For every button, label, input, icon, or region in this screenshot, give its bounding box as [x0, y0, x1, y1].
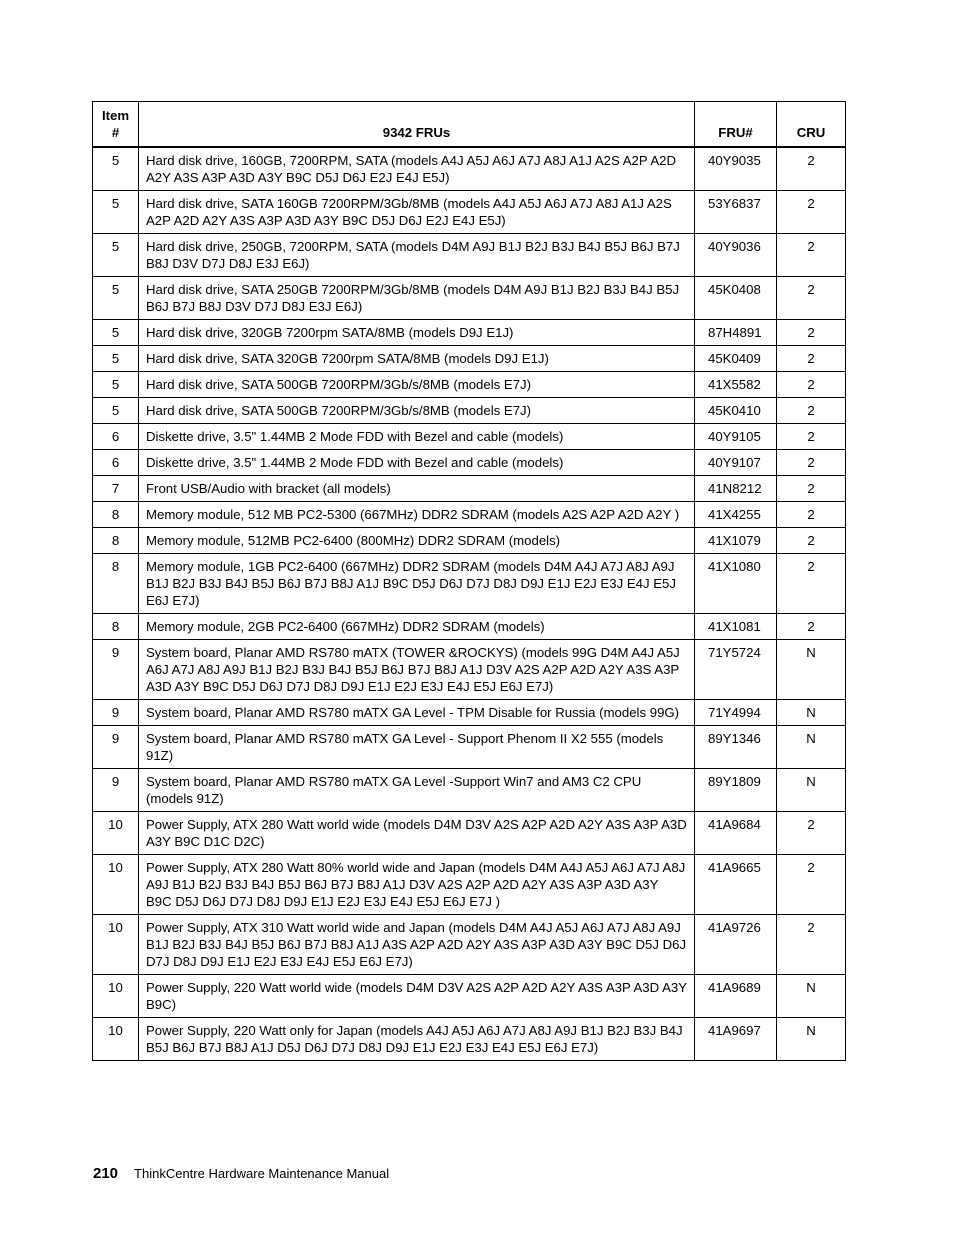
cell-item: 9: [93, 726, 139, 769]
header-cru: CRU: [777, 102, 846, 148]
cell-fru-number: 41X1080: [695, 554, 777, 614]
table-row: [93, 769, 846, 812]
table-row: [93, 700, 846, 726]
cell-cru: N: [777, 769, 846, 812]
cell-item: 7: [93, 476, 139, 502]
fru-table-header: [93, 102, 846, 148]
cell-description: Power Supply, 220 Watt world wide (models D4M D3V A2S A2P A2D A2Y A3S A3P A3D A3Y B9C): [139, 975, 695, 1018]
cell-fru-number: 89Y1809: [695, 769, 777, 812]
cell-item: 5: [93, 398, 139, 424]
cell-description: System board, Planar AMD RS780 mATX GA Level - Support Phenom II X2 555 (models 91Z): [139, 726, 695, 769]
cell-description: Memory module, 1GB PC2-6400 (667MHz) DDR2 SDRAM (models D4M A4J A7J A8J A9J B1J B2J B3J B4J B5J B6J B7J B8J A1J B9C D5J D6J D7J D8J D9J E1J E2J E3J E4J E5J E6J E7J): [139, 554, 695, 614]
table-row: [93, 234, 846, 277]
cell-fru-number: 41A9697: [695, 1018, 777, 1061]
cell-cru: 2: [777, 855, 846, 915]
cell-cru: N: [777, 700, 846, 726]
cell-item: 5: [93, 277, 139, 320]
table-row: [93, 346, 846, 372]
cell-description: Diskette drive, 3.5" 1.44MB 2 Mode FDD with Bezel and cable (models): [139, 424, 695, 450]
cell-item: 5: [93, 147, 139, 191]
cell-description: Hard disk drive, SATA 250GB 7200RPM/3Gb/8MB (models D4M A9J B1J B2J B3J B4J B5J B6J B7J B8J D3V D7J D8J E3J E6J): [139, 277, 695, 320]
cell-item: 5: [93, 346, 139, 372]
cell-description: Power Supply, ATX 280 Watt world wide (models D4M D3V A2S A2P A2D A2Y A3S A3P A3D A3Y B9C D1C D2C): [139, 812, 695, 855]
table-row: [93, 502, 846, 528]
cell-fru-number: 87H4891: [695, 320, 777, 346]
cell-item: 6: [93, 450, 139, 476]
cell-cru: N: [777, 1018, 846, 1061]
cell-item: 10: [93, 812, 139, 855]
cell-item: 10: [93, 855, 139, 915]
cell-description: Power Supply, ATX 280 Watt 80% world wide and Japan (models D4M A4J A5J A6J A7J A8J A9J B1J B2J B3J B4J B5J B6J B7J B8J A1J D3V A2S A2P A2D A2Y A3S A3P A3D A3Y B9C D5J D6J D7J D8J D9J E1J E2J E3J E4J E5J E6J E7J ): [139, 855, 695, 915]
table-row: [93, 614, 846, 640]
cell-item: 10: [93, 975, 139, 1018]
cell-item: 5: [93, 234, 139, 277]
table-row: [93, 975, 846, 1018]
table-row: [93, 191, 846, 234]
cell-cru: N: [777, 640, 846, 700]
cell-fru-number: 41A9689: [695, 975, 777, 1018]
cell-fru-number: 45K0410: [695, 398, 777, 424]
cell-cru: 2: [777, 191, 846, 234]
cell-fru-number: 41A9684: [695, 812, 777, 855]
cell-item: 6: [93, 424, 139, 450]
cell-fru-number: 41N8212: [695, 476, 777, 502]
cell-description: Hard disk drive, 250GB, 7200RPM, SATA (models D4M A9J B1J B2J B3J B4J B5J B6J B7J B8J D3V D7J D8J E3J E6J): [139, 234, 695, 277]
cell-description: System board, Planar AMD RS780 mATX GA Level -Support Win7 and AM3 C2 CPU (models 91Z): [139, 769, 695, 812]
cell-fru-number: 41X5582: [695, 372, 777, 398]
cell-description: Hard disk drive, SATA 500GB 7200RPM/3Gb/s/8MB (models E7J): [139, 372, 695, 398]
table-row: [93, 398, 846, 424]
cell-cru: 2: [777, 372, 846, 398]
cell-item: 8: [93, 502, 139, 528]
cell-cru: 2: [777, 502, 846, 528]
table-row: [93, 726, 846, 769]
fru-table: [92, 101, 846, 1061]
cell-item: 9: [93, 769, 139, 812]
cell-fru-number: 45K0409: [695, 346, 777, 372]
cell-cru: 2: [777, 812, 846, 855]
cell-description: Memory module, 2GB PC2-6400 (667MHz) DDR2 SDRAM (models): [139, 614, 695, 640]
table-row: [93, 528, 846, 554]
cell-fru-number: 89Y1346: [695, 726, 777, 769]
table-row: [93, 1018, 846, 1061]
cell-item: 5: [93, 372, 139, 398]
cell-cru: 2: [777, 346, 846, 372]
cell-fru-number: 40Y9036: [695, 234, 777, 277]
cell-fru-number: 40Y9035: [695, 147, 777, 191]
cell-fru-number: 41A9665: [695, 855, 777, 915]
cell-item: 5: [93, 191, 139, 234]
table-row: [93, 320, 846, 346]
cell-cru: 2: [777, 915, 846, 975]
cell-fru-number: 40Y9107: [695, 450, 777, 476]
table-row: [93, 640, 846, 700]
page-footer: [93, 1165, 389, 1182]
cell-description: Hard disk drive, SATA 320GB 7200rpm SATA/8MB (models D9J E1J): [139, 346, 695, 372]
cell-description: Power Supply, ATX 310 Watt world wide and Japan (models D4M A4J A5J A6J A7J A8J A9J B1J B2J B3J B4J B5J B6J B7J B8J A1J A3S A2P A2D A2Y A3S A3P A3D A3Y B9C D5J D6J D7J D8J D9J E1J E2J E3J E4J E5J E6J E7J): [139, 915, 695, 975]
header-item: Item #: [93, 102, 139, 148]
table-row: [93, 372, 846, 398]
header-fru-number: FRU#: [695, 102, 777, 148]
cell-fru-number: 41X1081: [695, 614, 777, 640]
table-row: [93, 424, 846, 450]
cell-description: Memory module, 512MB PC2-6400 (800MHz) DDR2 SDRAM (models): [139, 528, 695, 554]
cell-description: System board, Planar AMD RS780 mATX GA Level - TPM Disable for Russia (models 99G): [139, 700, 695, 726]
header-row: [93, 102, 846, 148]
cell-cru: N: [777, 726, 846, 769]
cell-cru: 2: [777, 277, 846, 320]
cell-item: 8: [93, 614, 139, 640]
cell-item: 10: [93, 1018, 139, 1061]
cell-description: Front USB/Audio with bracket (all models): [139, 476, 695, 502]
table-row: [93, 915, 846, 975]
cell-cru: 2: [777, 614, 846, 640]
page-number: 210: [93, 1165, 119, 1182]
cell-cru: N: [777, 975, 846, 1018]
cell-fru-number: 40Y9105: [695, 424, 777, 450]
cell-cru: 2: [777, 476, 846, 502]
cell-fru-number: 45K0408: [695, 277, 777, 320]
cell-fru-number: 71Y5724: [695, 640, 777, 700]
cell-description: Hard disk drive, 320GB 7200rpm SATA/8MB (models D9J E1J): [139, 320, 695, 346]
cell-description: Diskette drive, 3.5" 1.44MB 2 Mode FDD with Bezel and cable (models): [139, 450, 695, 476]
cell-cru: 2: [777, 528, 846, 554]
cell-cru: 2: [777, 554, 846, 614]
cell-item: 10: [93, 915, 139, 975]
cell-cru: 2: [777, 398, 846, 424]
cell-fru-number: 41A9726: [695, 915, 777, 975]
cell-item: 8: [93, 528, 139, 554]
table-row: [93, 476, 846, 502]
cell-item: 9: [93, 640, 139, 700]
cell-description: Memory module, 512 MB PC2-5300 (667MHz) DDR2 SDRAM (models A2S A2P A2D A2Y ): [139, 502, 695, 528]
cell-cru: 2: [777, 234, 846, 277]
manual-title: ThinkCentre Hardware Maintenance Manual: [134, 1166, 390, 1181]
cell-description: Hard disk drive, SATA 500GB 7200RPM/3Gb/s/8MB (models E7J): [139, 398, 695, 424]
cell-description: Hard disk drive, 160GB, 7200RPM, SATA (models A4J A5J A6J A7J A8J A1J A2S A2P A2D A2Y A3S A3P A3D A3Y B9C D5J D6J E2J E4J E5J): [139, 147, 695, 191]
table-row: [93, 812, 846, 855]
table-row: [93, 147, 846, 191]
table-row: [93, 450, 846, 476]
cell-description: Power Supply, 220 Watt only for Japan (models A4J A5J A6J A7J A8J A9J B1J B2J B3J B4J B5J B6J B7J B8J A1J D5J D6J D7J D8J D9J E1J E2J E3J E4J E5J E6J E7J): [139, 1018, 695, 1061]
cell-cru: 2: [777, 147, 846, 191]
cell-fru-number: 71Y4994: [695, 700, 777, 726]
cell-fru-number: 41X4255: [695, 502, 777, 528]
cell-cru: 2: [777, 320, 846, 346]
cell-item: 5: [93, 320, 139, 346]
header-frus: 9342 FRUs: [139, 102, 695, 148]
cell-item: 8: [93, 554, 139, 614]
table-row: [93, 855, 846, 915]
cell-fru-number: 41X1079: [695, 528, 777, 554]
table-row: [93, 554, 846, 614]
cell-cru: 2: [777, 424, 846, 450]
table-row: [93, 277, 846, 320]
cell-fru-number: 53Y6837: [695, 191, 777, 234]
fru-table-body: [93, 147, 846, 1061]
cell-cru: 2: [777, 450, 846, 476]
cell-item: 9: [93, 700, 139, 726]
cell-description: System board, Planar AMD RS780 mATX (TOWER &ROCKYS) (models 99G D4M A4J A5J A6J A7J A8J A9J B1J B2J B3J B4J B5J B6J B7J B8J A1J D3V A2S A2P A2D A2Y A3S A3P A3D A3Y B9C D5J D6J D7J D8J D9J E1J E2J E3J E4J E5J E6J E7J): [139, 640, 695, 700]
cell-description: Hard disk drive, SATA 160GB 7200RPM/3Gb/8MB (models A4J A5J A6J A7J A8J A1J A2S A2P A2D A2Y A3S A3P A3D A3Y B9C D5J D6J E2J E4J E5J): [139, 191, 695, 234]
